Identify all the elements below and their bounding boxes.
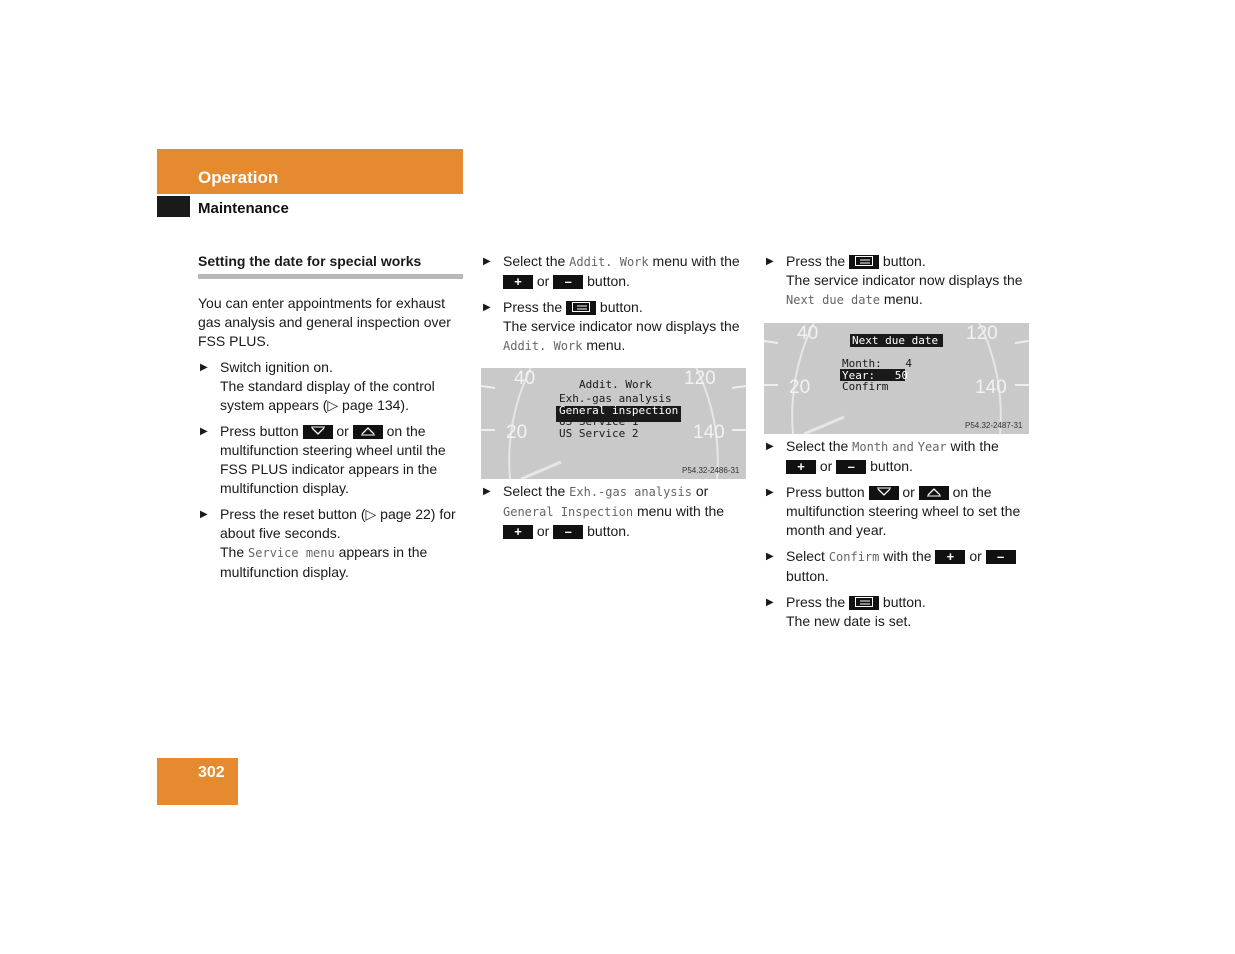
menu-item: US Service 1 [559, 415, 639, 428]
bullet-triangle-icon: ▶ [766, 441, 774, 452]
display-toggle-icon [849, 255, 879, 269]
bullet-triangle-icon: ▶ [766, 597, 774, 608]
bullet-triangle-icon: ▶ [483, 256, 491, 267]
column-2-lower [481, 482, 746, 541]
minus-icon: – [553, 275, 583, 289]
plus-icon: + [786, 460, 816, 474]
heading-setting-date: Setting the date for special works [198, 252, 463, 279]
step-press-reset: ▶ Press the reset button (▷ page 22) for about five seconds. [200, 506, 456, 541]
display-toggle-icon [849, 596, 879, 610]
bullet-triangle-icon: ▶ [200, 509, 208, 520]
subsection-marker [157, 196, 190, 217]
bullet-triangle-icon: ▶ [200, 362, 208, 373]
bullet-triangle-icon: ▶ [766, 256, 774, 267]
step-select-inspection: ▶ Select the Exh.-gas analysis or General Inspection menu with the + or – button. [483, 483, 725, 540]
section-title: Operation [198, 168, 279, 187]
plus-icon: + [503, 525, 533, 539]
instrument-display-addit-work: 40 20 120 140 Addit. Work Exh.-gas analysis General inspection US Service 1 US Service 2 P54.32-2486-31 [481, 368, 746, 479]
minus-icon: – [553, 525, 583, 539]
step-select-confirm: ▶ Select Confirm with the + or – button. [764, 547, 1029, 586]
menu-list [559, 393, 678, 439]
step-press-screen-button: ▶ Press the button. [483, 299, 643, 315]
display-toggle-icon [566, 301, 596, 315]
image-code: P54.32-2486-31 [682, 466, 740, 475]
menu-title: Addit. Work [579, 378, 652, 391]
month-row: Month: 4 [842, 357, 912, 370]
step-press-screen-button-2: ▶ Press the button. [766, 253, 926, 269]
minus-icon: – [836, 460, 866, 474]
menu-item: Exh.-gas analysis [559, 392, 672, 405]
plus-icon: + [935, 550, 965, 564]
year-row-selected: Year: 50 [842, 368, 908, 382]
column-3-lower [764, 437, 1029, 631]
column-1 [198, 252, 463, 582]
step-press-screen-button-3: ▶ Press the button. [766, 594, 926, 610]
step-set-month-year: ▶ Press button or on the multifunction steering wheel to set the month and year. [766, 484, 1021, 538]
plus-icon: + [503, 275, 533, 289]
instrument-display-next-due-date: 40 20 120 140 Next due date Month: 4 Year: 50 Confirm P54.32-2487-31 [764, 323, 1029, 434]
menu-item-selected: General inspection [559, 403, 679, 417]
image-code: P54.32-2487-31 [965, 421, 1023, 430]
chevron-down-icon [303, 425, 333, 439]
chevron-up-icon [353, 425, 383, 439]
bullet-triangle-icon: ▶ [483, 486, 491, 497]
subsection-title: Maintenance [198, 200, 289, 217]
column-2 [481, 252, 746, 356]
chevron-up-icon [919, 486, 949, 500]
confirm-row: Confirm [842, 380, 889, 393]
result-service-menu: The Service menu appears in the multifunction display. [220, 544, 428, 580]
bullet-triangle-icon: ▶ [200, 426, 208, 437]
page-number: 302 [198, 764, 225, 781]
step-select-month-year: ▶ Select the Month and Year with the + or – button. [766, 438, 999, 475]
step-select-addit-work: ▶ Select the Addit. Work menu with the + or – button. [483, 253, 740, 290]
step-switch-ignition: ▶ Switch ignition on. [200, 359, 333, 375]
chevron-down-icon [869, 486, 899, 500]
menu-title-selected: Next due date [852, 334, 939, 347]
intro-text: You can enter appointments for exhaust gas analysis and general inspection over FSS PLUS. [198, 295, 451, 349]
result-standard-display: The standard display of the control system appears (▷ page 134). [220, 378, 435, 413]
menu-item: US Service 2 [559, 426, 639, 440]
date-fields [842, 358, 912, 393]
result-addit-work-menu: The service indicator now displays the Addit. Work menu. [503, 318, 740, 353]
result-date-set: The new date is set. [786, 613, 912, 629]
result-next-due-date: The service indicator now displays the Next due date menu. [786, 272, 1023, 307]
bullet-triangle-icon: ▶ [483, 302, 491, 313]
step-press-arrow-button: ▶ Press button or on the multifunction steering wheel until the FSS PLUS indicator appears in the multifunction display. [200, 423, 446, 496]
column-3 [764, 252, 1029, 310]
minus-icon: – [986, 550, 1016, 564]
bullet-triangle-icon: ▶ [766, 487, 774, 498]
bullet-triangle-icon: ▶ [766, 551, 774, 562]
